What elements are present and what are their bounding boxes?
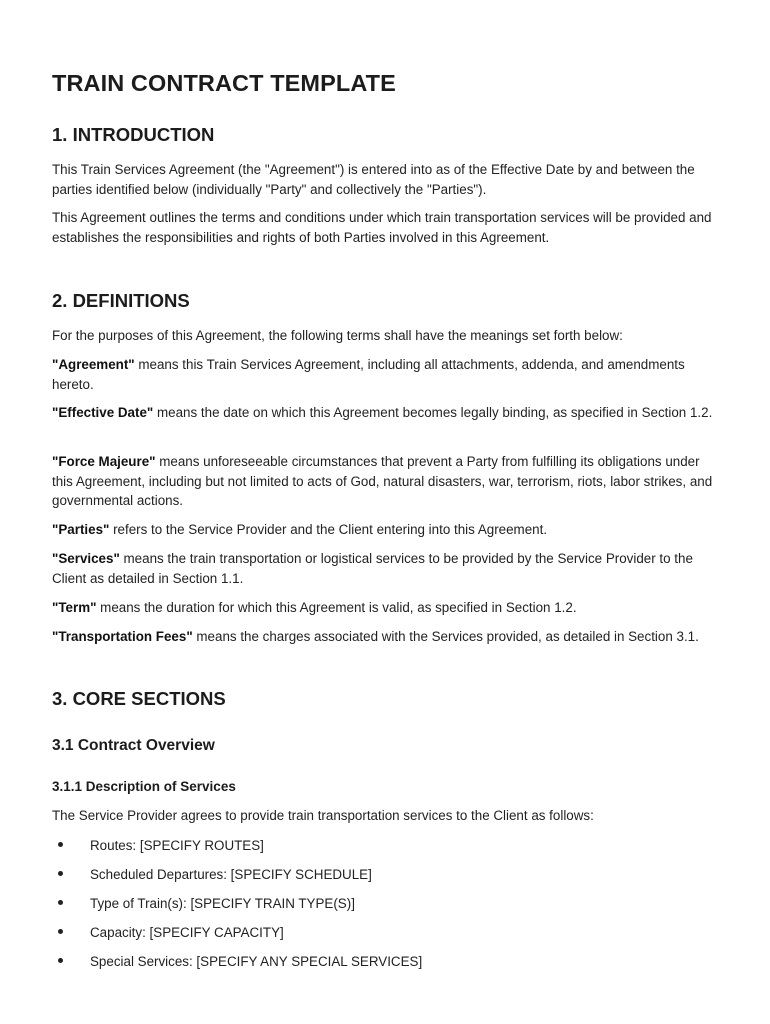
subsection-heading-contract-overview: 3.1 Contract Overview xyxy=(52,737,215,754)
definition-term: "Force Majeure" xyxy=(52,454,156,469)
definition-services xyxy=(52,549,720,588)
definition-text: means unforeseeable circumstances that prevent a Party from fulfilling its obligations under this Agreement, including but not limited to acts of God, natural disasters, war, terrorism, riots, labor strikes, and governmental actions. xyxy=(52,454,713,509)
services-lead: The Service Provider agrees to provide train transportation services to the Client as follows: xyxy=(52,808,594,823)
definitions-lead: For the purposes of this Agreement, the following terms shall have the meanings set forth below: xyxy=(52,328,623,343)
definition-transportation-fees xyxy=(52,627,720,647)
definition-term xyxy=(52,598,720,618)
definition-term: "Transportation Fees" xyxy=(52,629,193,644)
list-item-text: Scheduled Departures: [SPECIFY SCHEDULE] xyxy=(90,867,372,882)
section-heading-introduction: 1. INTRODUCTION xyxy=(52,124,215,145)
definition-term: "Term" xyxy=(52,600,97,615)
intro-paragraph-2: This Agreement outlines the terms and conditions under which train transportation services will be provided and establishes the responsibilities and rights of both Parties involved in this Agreement. xyxy=(52,210,712,245)
list-item-text: Capacity: [SPECIFY CAPACITY] xyxy=(90,925,284,940)
bullet-icon xyxy=(58,929,63,934)
definition-effective-date xyxy=(52,403,720,423)
definition-term: "Services" xyxy=(52,551,120,566)
definition-text: means the train transportation or logistical services to be provided by the Service Provider to the Client as detailed in Section 1.1. xyxy=(52,551,693,586)
bullet-icon xyxy=(58,871,63,876)
bullet-icon xyxy=(58,842,63,847)
section-heading-core-sections: 3. CORE SECTIONS xyxy=(52,688,226,709)
definition-term: "Parties" xyxy=(52,522,110,537)
intro-paragraph-1: This Train Services Agreement (the "Agreement") is entered into as of the Effective Date by and between the parties identified below (individually "Party" and collectively the "Parties"). xyxy=(52,162,695,197)
definition-text: means the charges associated with the Services provided, as detailed in Section 3.1. xyxy=(192,629,699,644)
document-title: TRAIN CONTRACT TEMPLATE xyxy=(52,70,396,96)
bullet-icon xyxy=(58,958,63,963)
definition-term: "Effective Date" xyxy=(52,405,154,420)
definition-text: means the date on which this Agreement becomes legally binding, as specified in Section 1.2. xyxy=(153,405,713,420)
definition-agreement xyxy=(52,355,720,394)
bullet-icon xyxy=(58,900,63,905)
list-item-text: Special Services: [SPECIFY ANY SPECIAL SERVICES] xyxy=(90,954,423,969)
definition-force-majeure xyxy=(52,452,720,511)
definition-text: means the duration for which this Agreement is valid, as specified in Section 1.2. xyxy=(96,600,577,615)
definition-parties xyxy=(52,520,720,540)
list-item-text: Routes: [SPECIFY ROUTES] xyxy=(90,838,264,853)
definition-text: refers to the Service Provider and the Client entering into this Agreement. xyxy=(109,522,548,537)
subsection-heading-description-of-services: 3.1.1 Description of Services xyxy=(52,779,236,794)
definition-text: means this Train Services Agreement, including all attachments, addenda, and amendments hereto. xyxy=(52,357,685,392)
section-heading-definitions: 2. DEFINITIONS xyxy=(52,290,190,311)
definition-term: "Agreement" xyxy=(52,357,135,372)
list-item-text: Type of Train(s): [SPECIFY TRAIN TYPE(S)] xyxy=(90,896,355,911)
